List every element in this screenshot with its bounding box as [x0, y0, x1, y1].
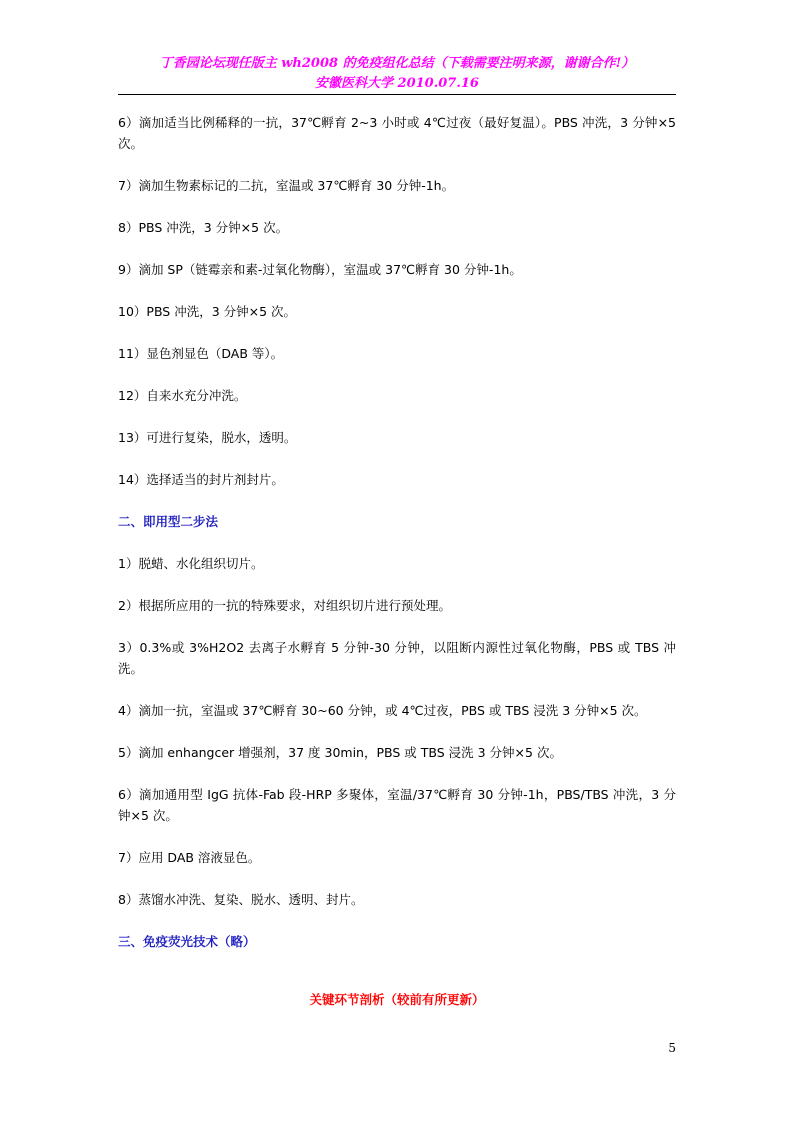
step-item: 8）蒸馏水冲洗、复染、脱水、透明、封片。 [118, 892, 364, 907]
step-item: 10）PBS 冲洗，3 分钟×5 次。 [118, 304, 297, 319]
step-item: 7）滴加生物素标记的二抗，室温或 37℃孵育 30 分钟-1h。 [118, 178, 455, 193]
step-item: 2）根据所应用的一抗的特殊要求，对组织切片进行预处理。 [118, 598, 451, 613]
step-item: 9）滴加 SP（链霉亲和素-过氧化物酶），室温或 37℃孵育 30 分钟-1h。 [118, 262, 522, 277]
step-item: 4）滴加一抗，室温或 37℃孵育 30~60 分钟，或 4℃过夜，PBS 或 TBS 浸洗 3 分钟×5 次。 [118, 703, 647, 718]
header-affiliation-line: 安徽医科大学 2010.07.16 [315, 76, 479, 91]
header-divider [118, 94, 676, 95]
step-item: 13）可进行复染，脱水，透明。 [118, 430, 297, 445]
step-item: 12）自来水充分冲洗。 [118, 388, 247, 403]
analysis-title: 关键环节剖析（较前有所更新） [309, 992, 485, 1007]
step-item: 5）滴加 enhangcer 增强剂，37 度 30min，PBS 或 TBS 浸洗 3 分钟×5 次。 [118, 745, 562, 760]
page-number: 5 [668, 1041, 676, 1055]
step-item: 7）应用 DAB 溶液显色。 [118, 850, 261, 865]
section-heading-two-step: 二、即用型二步法 [118, 514, 219, 529]
document-body [118, 112, 676, 952]
step-item: 14）选择适当的封片剂封片。 [118, 472, 284, 487]
page-header [118, 54, 676, 94]
header-title-line: 丁香园论坛现任版主 wh2008 的免疫组化总结（下载需要注明来源，谢谢合作!） [159, 56, 635, 71]
step-item: 6）滴加适当比例稀释的一抗，37℃孵育 2~3 小时或 4℃过夜（最好复温）。PBS 冲洗，3 分钟×5 次。 [118, 115, 676, 151]
step-item: 3）0.3%或 3%H2O2 去离子水孵育 5 分钟-30 分钟，以阻断内源性过氧化物酶，PBS 或 TBS 冲洗。 [118, 640, 676, 676]
step-item: 11）显色剂显色（DAB 等）。 [118, 346, 284, 361]
step-item: 6）滴加通用型 IgG 抗体-Fab 段-HRP 多聚体，室温/37℃孵育 30 分钟-1h，PBS/TBS 冲洗，3 分钟×5 次。 [118, 787, 676, 823]
step-item: 1）脱蜡、水化组织切片。 [118, 556, 264, 571]
step-item: 8）PBS 冲洗，3 分钟×5 次。 [118, 220, 289, 235]
section-heading-immunofluorescence: 三、免疫荧光技术（略） [118, 934, 256, 949]
